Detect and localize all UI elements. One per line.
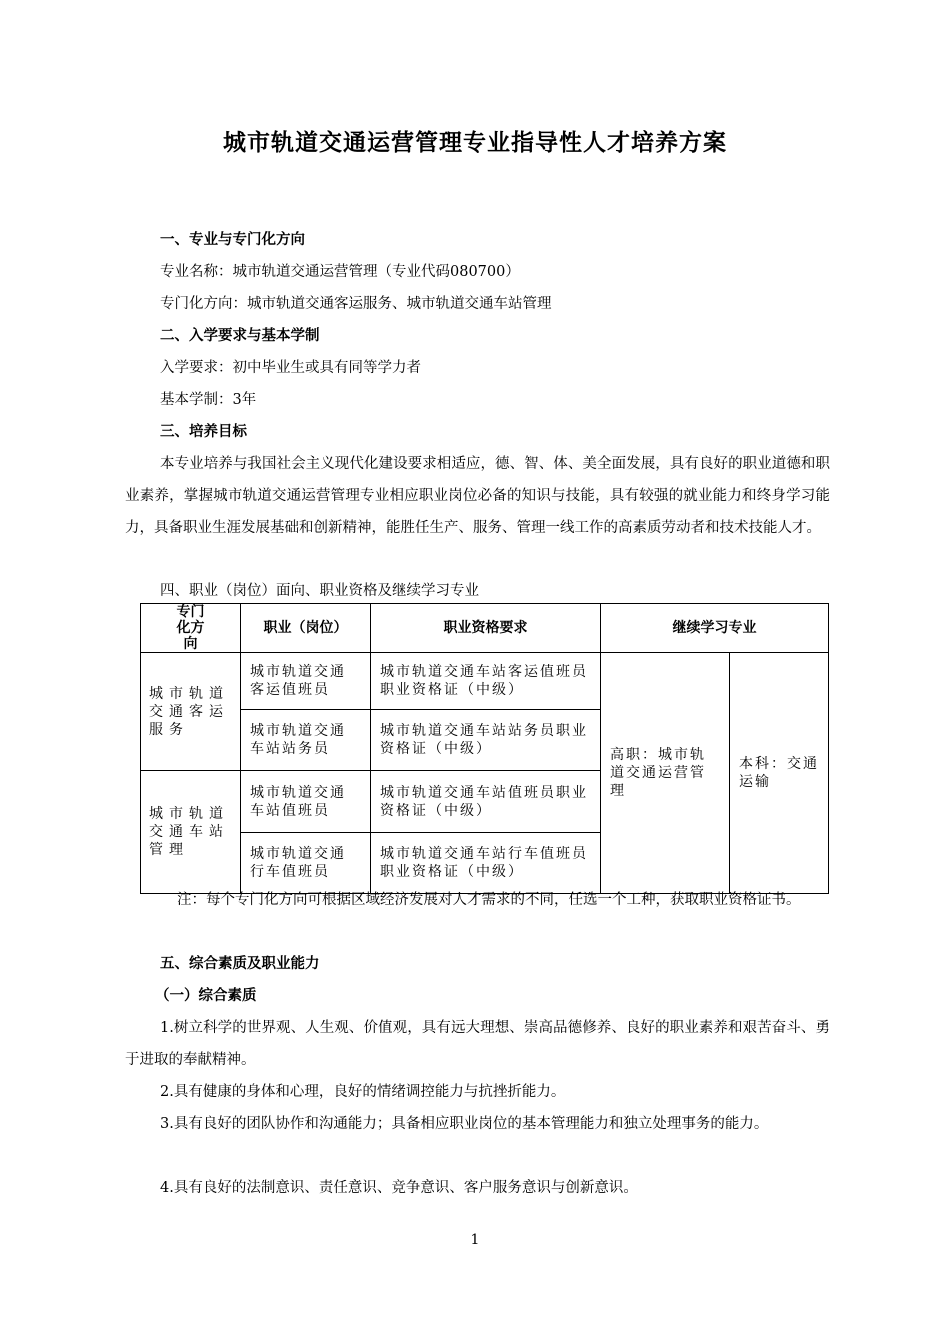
section-3-heading: 三、培养目标 <box>160 424 247 440</box>
qualification-cell: 城市轨道交通车站客运值班员职业资格证（中级） <box>371 653 601 710</box>
training-goal-paragraph: 本专业培养与我国社会主义现代化建设要求相适应，德、智、体、美全面发展，具有良好的职业道德和职业素养，掌握城市轨道交通运营管理专业相应职业岗位必备的知识与技能，具有较强的就业能力和终身学习能力，具备职业生涯发展基础和创新精神，能胜任生产、服务、管理一线工作的高素质劳动者和技术技能人才。 <box>125 456 830 536</box>
major-name: 专业名称：城市轨道交通运营管理（专业代码080700） <box>160 264 520 280</box>
position-cell: 城市轨道交通车站站务员 <box>241 710 371 771</box>
qualification-cell: 城市轨道交通车站站务员职业资格证（中级） <box>371 710 601 771</box>
position-cell: 城市轨道交通车站值班员 <box>241 771 371 833</box>
position-cell: 城市轨道交通行车值班员 <box>241 833 371 894</box>
direction-station-management: 城市轨道交通车站管理 <box>141 771 241 894</box>
header-direction: 专门化方向 <box>141 604 241 653</box>
specialization-direction: 专门化方向：城市轨道交通客运服务、城市轨道交通车站管理 <box>160 296 552 312</box>
page-number: 1 <box>470 1232 480 1248</box>
qualification-cell: 城市轨道交通车站值班员职业资格证（中级） <box>371 771 601 833</box>
quality-item: 2.具有健康的身体和心理，良好的情绪调控能力与抗挫折能力。 <box>160 1084 566 1100</box>
section-2-heading: 二、入学要求与基本学制 <box>160 328 320 344</box>
further-bachelor: 本科：交通运输 <box>730 653 829 894</box>
position-cell: 城市轨道交通客运值班员 <box>241 653 371 710</box>
table-note: 注：每个专门化方向可根据区域经济发展对人才需求的不同，任选一个工种，获取职业资格证书。 <box>177 892 801 908</box>
qualification-cell: 城市轨道交通车站行车值班员职业资格证（中级） <box>371 833 601 894</box>
quality-item: 1.树立科学的世界观、人生观、价值观，具有远大理想、崇高品德修养、良好的职业素养和艰苦奋斗、勇于进取的奉献精神。 <box>125 1020 830 1068</box>
quality-item: 3.具有良好的团队协作和沟通能力；具备相应职业岗位的基本管理能力和独立处理事务的能力。 <box>160 1116 769 1132</box>
further-vocational: 高职：城市轨道交通运营管理 <box>601 653 730 894</box>
header-qualification: 职业资格要求 <box>371 604 601 653</box>
section-5-heading: 五、综合素质及职业能力 <box>160 956 320 972</box>
section-1-heading: 一、专业与专门化方向 <box>160 232 305 248</box>
header-further-study: 继续学习专业 <box>601 604 829 653</box>
career-table <box>140 603 829 894</box>
section-4-heading: 四、职业（岗位）面向、职业资格及继续学习专业 <box>160 583 479 599</box>
admission-requirement: 入学要求：初中毕业生或具有同等学力者 <box>160 360 421 376</box>
document-title: 城市轨道交通运营管理专业指导性人才培养方案 <box>223 130 727 156</box>
direction-passenger-service: 城市轨道交通客运服务 <box>141 653 241 771</box>
quality-item: 4.具有良好的法制意识、责任意识、竞争意识、客户服务意识与创新意识。 <box>160 1180 638 1196</box>
study-duration: 基本学制：3年 <box>160 392 257 408</box>
subsection-heading: （一）综合素质 <box>155 988 257 1004</box>
header-position: 职业（岗位） <box>241 604 371 653</box>
